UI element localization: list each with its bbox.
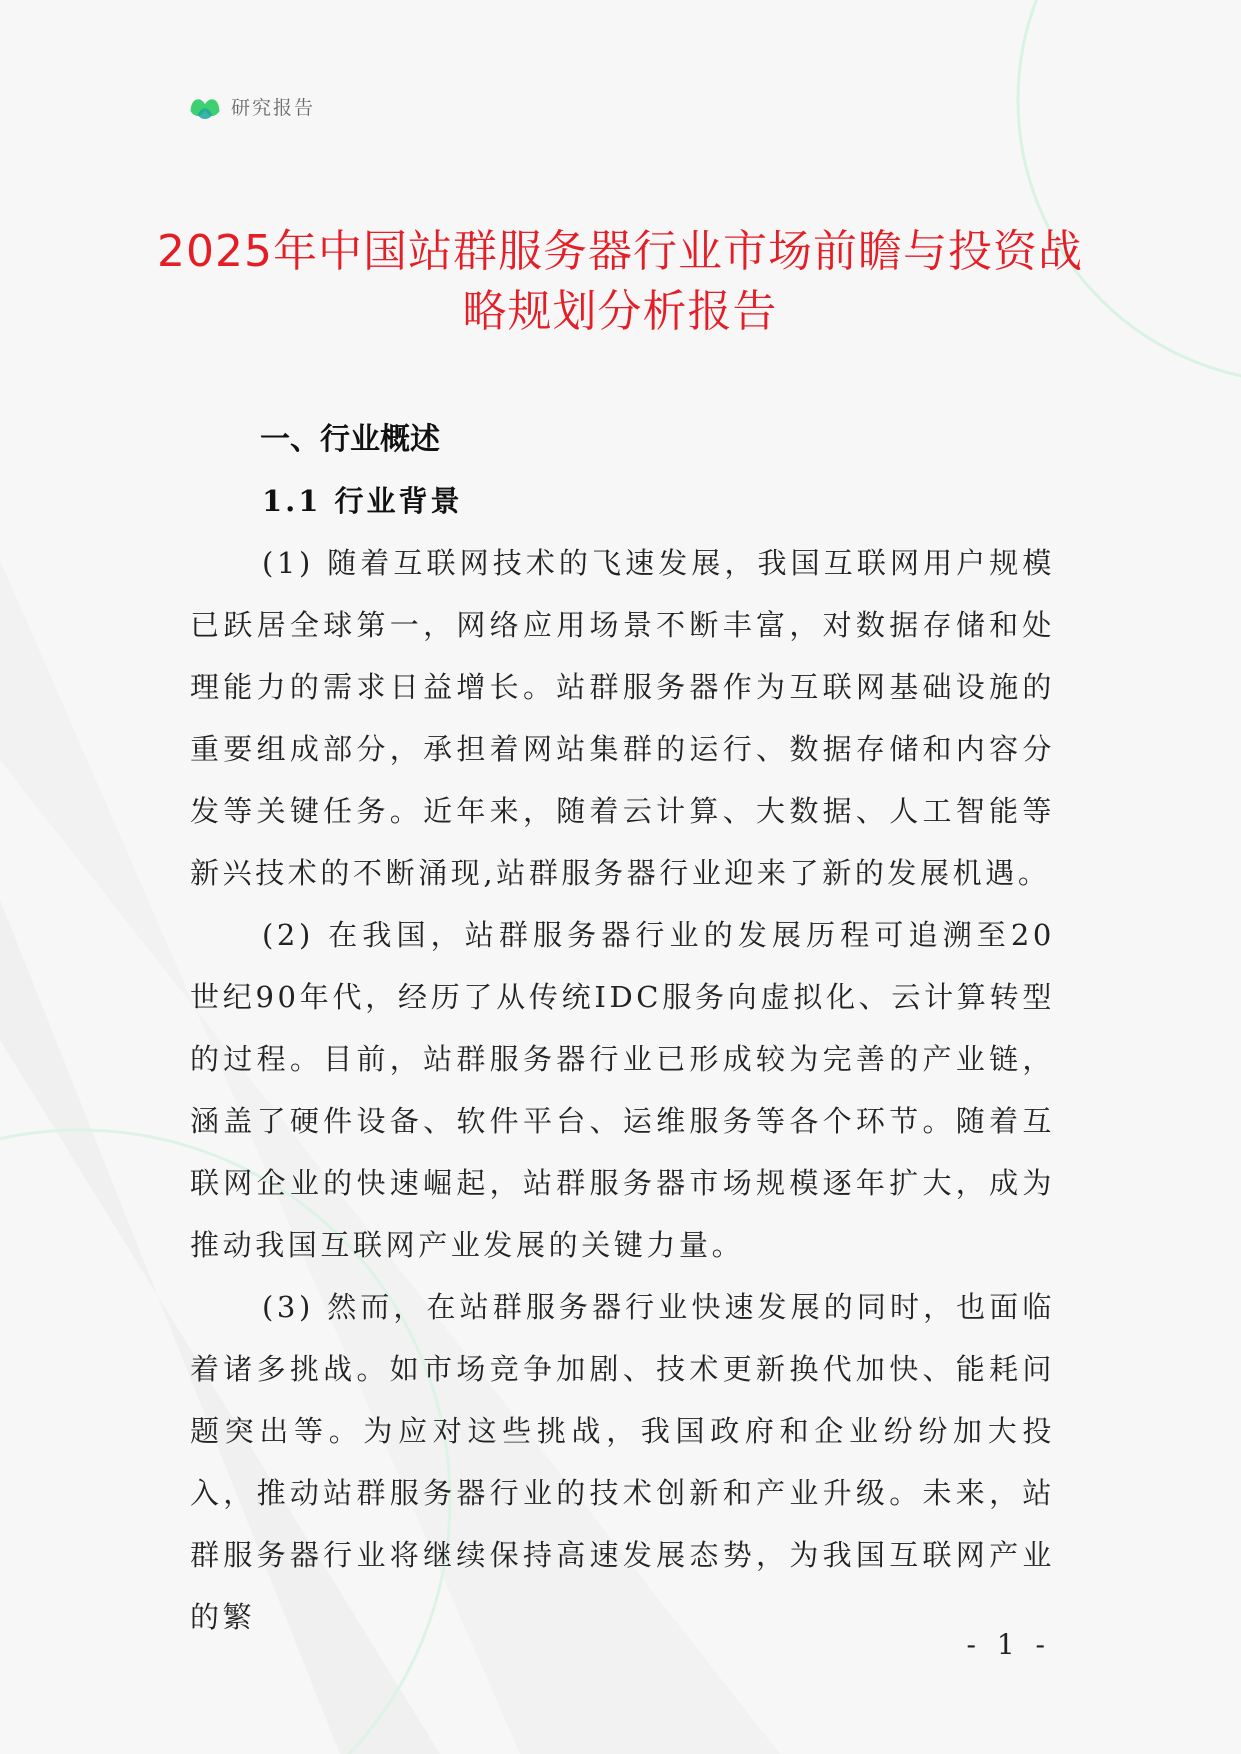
section-heading: 一、行业概述 (260, 422, 440, 457)
page-number: - 1 - (966, 1628, 1051, 1661)
report-title: 2025年中国站群服务器行业市场前瞻与投资战略规划分析报告 (157, 226, 1083, 337)
subsection-heading: 1.1 行业背景 (262, 484, 463, 518)
brand-logo-icon (187, 88, 223, 124)
report-header (187, 86, 315, 126)
report-body (190, 410, 1055, 1648)
body-paragraph: (1) 随着互联网技术的飞速发展，我国互联网用户规模已跃居全球第一，网络应用场景不断丰富，对数据存储和处理能力的需求日益增长。站群服务器作为互联网基础设施的重要组成部分，承担着网站集群的运行、数据存储和内容分发等关键任务。近年来，随着云计算、大数据、人工智能等新兴技术的不断涌现,站群服务器行业迎来了新的发展机遇。 (190, 546, 1055, 890)
header-label: 研究报告 (231, 96, 316, 119)
body-paragraph: (3) 然而，在站群服务器行业快速发展的同时，也面临着诸多挑战。如市场竞争加剧、技术更新换代加快、能耗问题突出等。为应对这些挑战，我国政府和企业纷纷加大投入，推动站群服务器行业的技术创新和产业升级。未来，站群服务器行业将继续保持高速发展态势，为我国互联网产业的繁 (190, 1290, 1055, 1634)
body-paragraph: (2) 在我国，站群服务器行业的发展历程可追溯至20世纪90年代，经历了从传统IDC服务向虚拟化、云计算转型的过程。目前，站群服务器行业已形成较为完善的产业链，涵盖了硬件设备、软件平台、运维服务等各个环节。随着互联网企业的快速崛起，站群服务器市场规模逐年扩大，成为推动我国互联网产业发展的关键力量。 (190, 918, 1055, 1262)
